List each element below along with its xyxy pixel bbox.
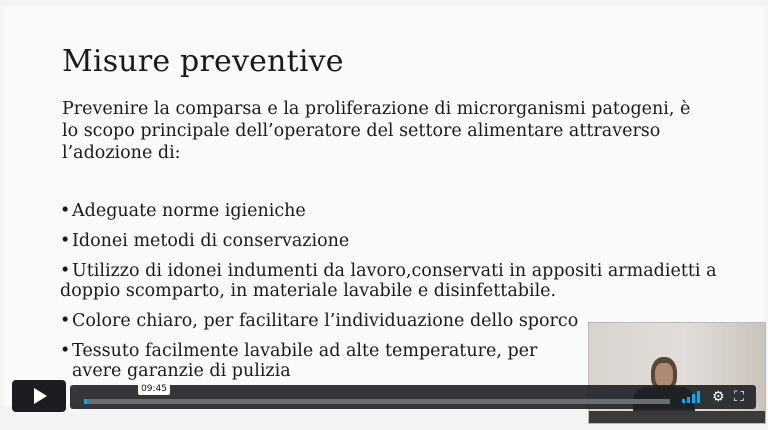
- list-item: •Adeguate norme igieniche: [60, 201, 306, 221]
- current-time: 09:45: [138, 383, 170, 395]
- list-item: •Colore chiaro, per facilitare l’individuazione dello sporco: [60, 311, 579, 331]
- play-icon: [34, 388, 47, 404]
- video-controls: [0, 378, 768, 418]
- slide-intro: Prevenire la comparsa e la proliferazione di microrganismi patogeni, è lo scopo principale dell’operatore del settore alimentare attraverso l’adozione di:: [62, 99, 691, 163]
- progress-fill: [84, 399, 87, 404]
- gear-icon[interactable]: ⚙: [712, 389, 725, 405]
- progress-track[interactable]: [84, 399, 670, 404]
- play-button[interactable]: [12, 380, 66, 412]
- list-item: •Utilizzo di idonei indumenti da lavoro,conservati in appositi armadietti a doppio scomparto, in materiale lavabile e disinfettabile.: [60, 261, 717, 301]
- volume-icon[interactable]: [682, 391, 704, 403]
- fullscreen-icon[interactable]: ⛶: [734, 389, 744, 405]
- list-item: •Idonei metodi di conservazione: [60, 231, 350, 251]
- list-item: •Tessuto facilmente lavabile ad alte temperature, per avere garanzie di pulizia: [60, 341, 538, 381]
- slide-title: Misure preventive: [62, 44, 344, 79]
- control-bar: [70, 385, 756, 409]
